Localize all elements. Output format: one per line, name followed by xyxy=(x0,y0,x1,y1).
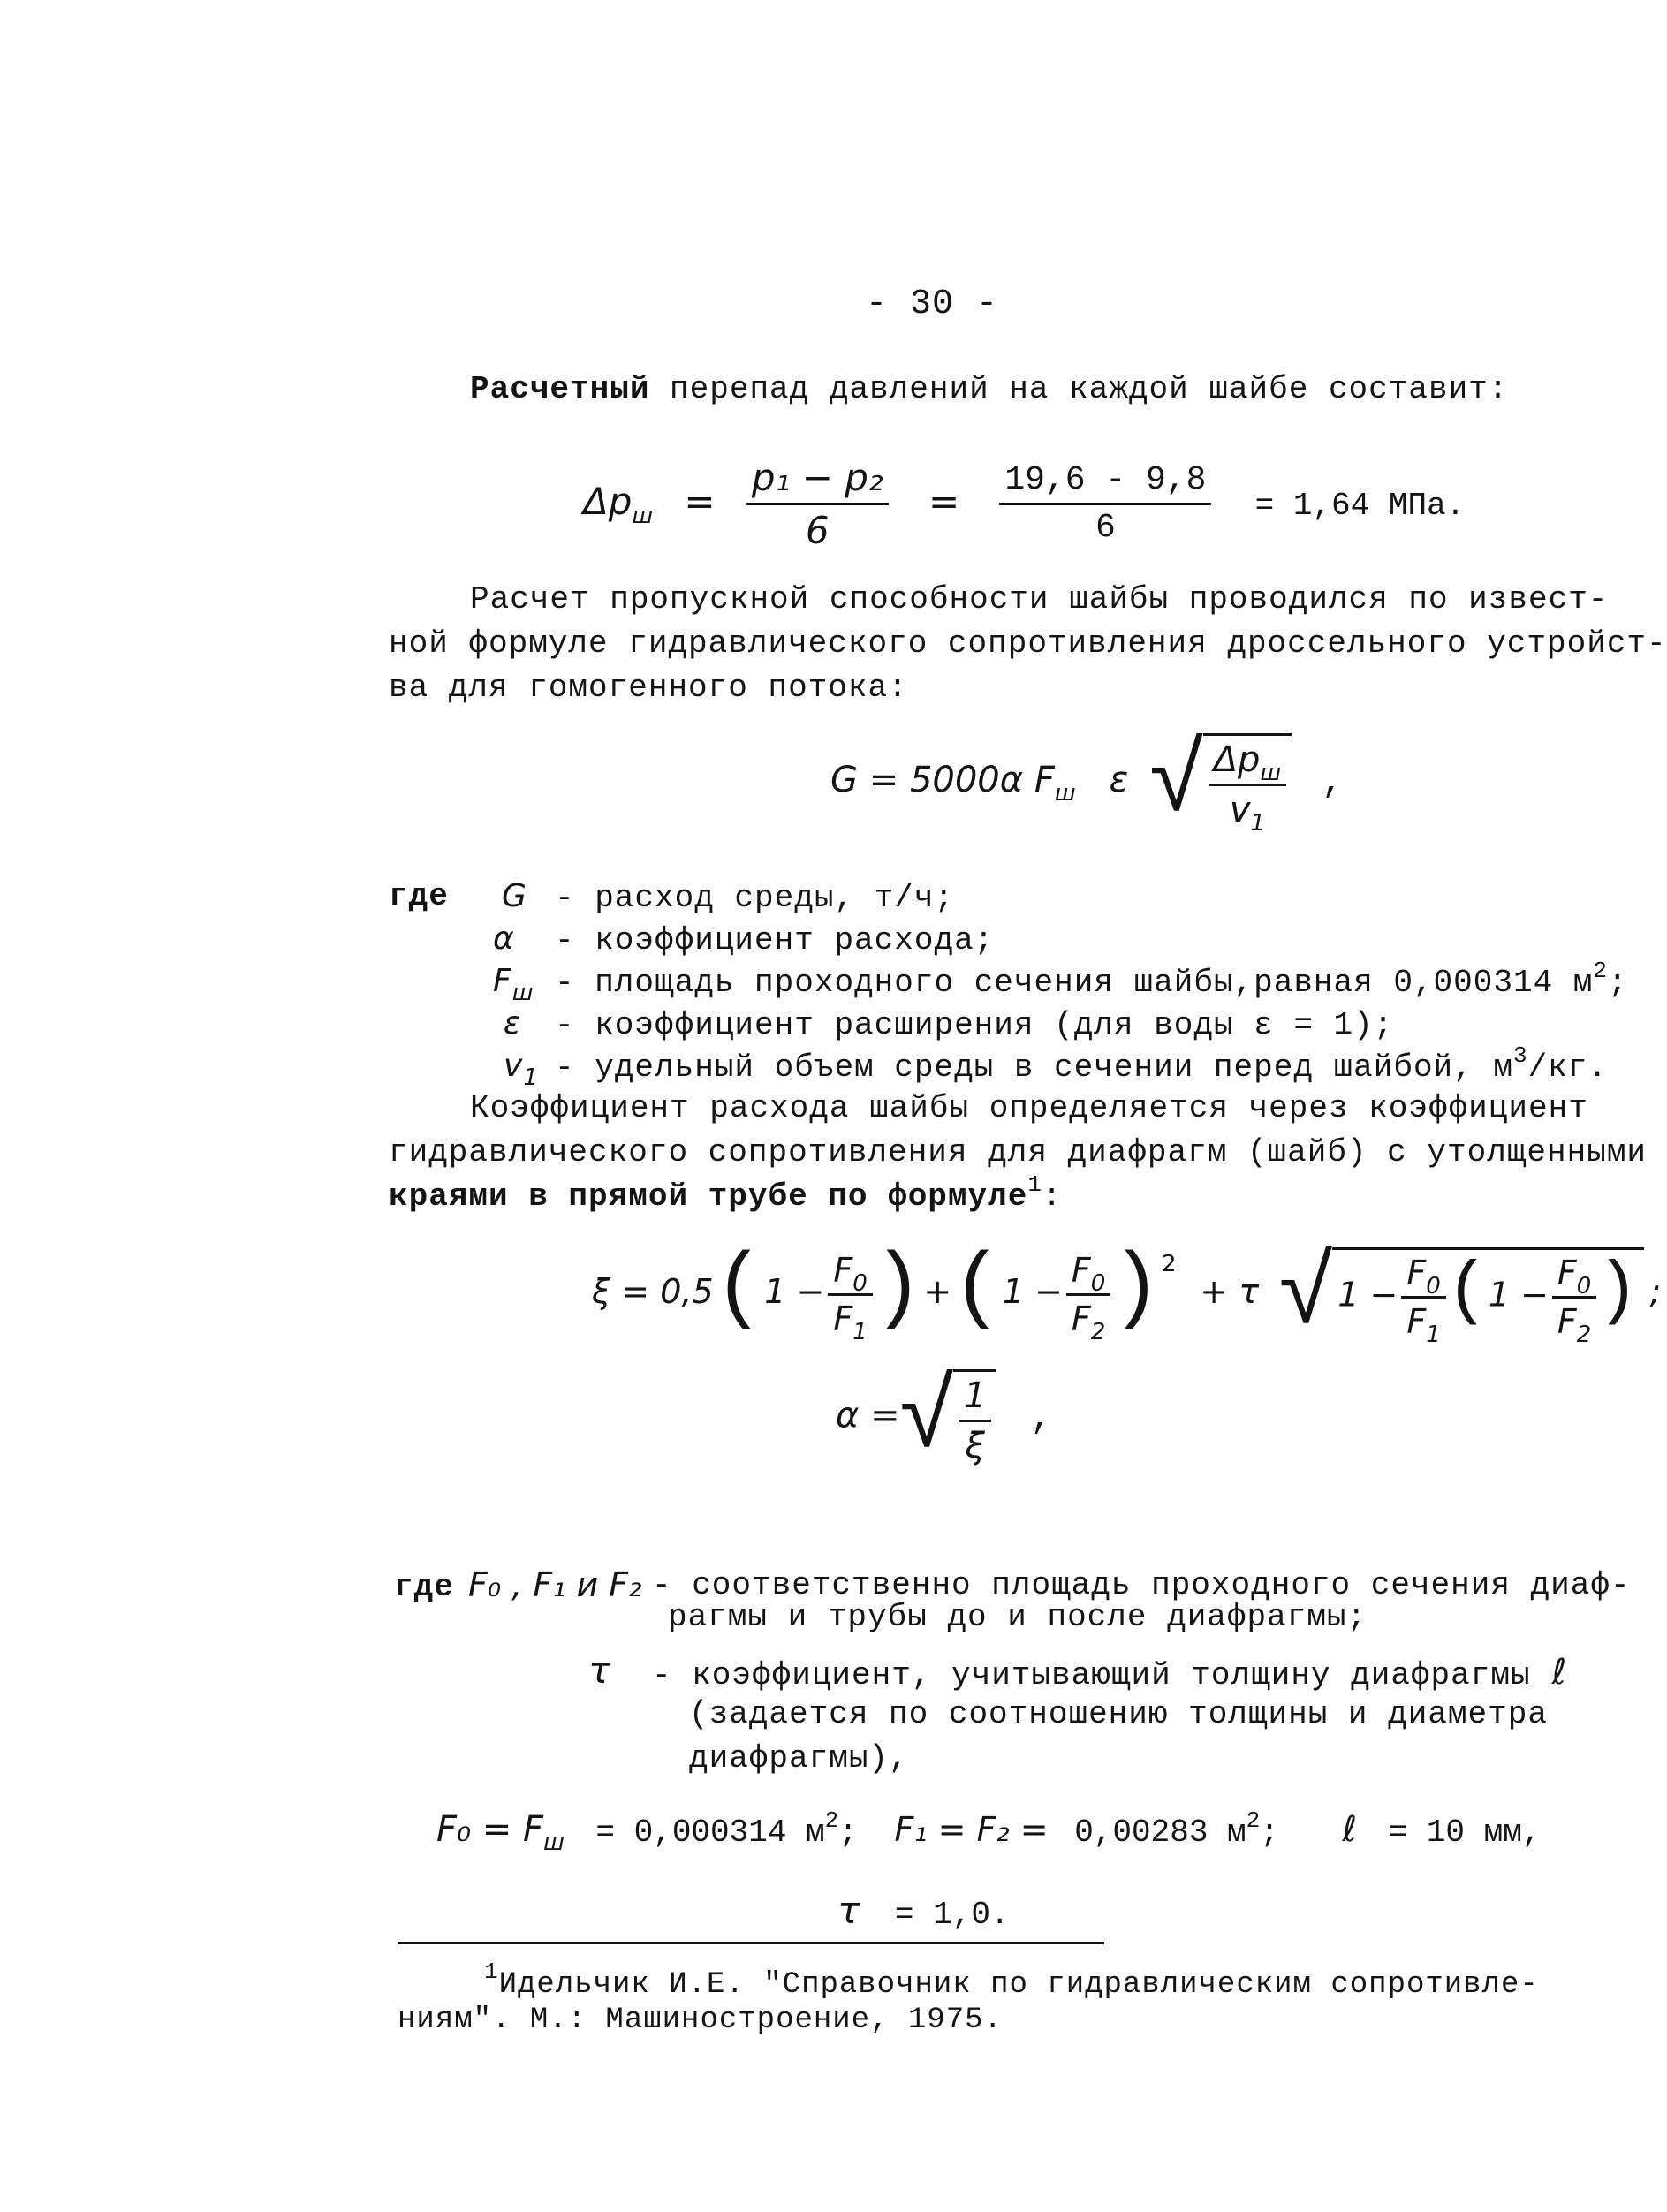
dp-result: = 1,64 МПа. xyxy=(1254,487,1466,524)
formula-alpha: α =√ $\frac{1}{\xi}$ , xyxy=(836,1356,1052,1469)
dp-values-fraction: $\frac{19,6 - 9,8}{6}$ xyxy=(999,461,1211,547)
where1-item-3: ε - коэффициент расширения (для воды ε = 1); xyxy=(504,1005,1394,1043)
sqrt-sign: √ xyxy=(1149,720,1203,833)
dp-lhs: $\Delta p_ш$ xyxy=(583,479,654,529)
para1-line2: ной формуле гидравлического сопротивления дроссельного устройст- xyxy=(389,625,1667,662)
footnote-mark: 1 xyxy=(1027,1171,1042,1198)
g-root: $\frac{\Delta p_ш}{v_1}$ xyxy=(1203,733,1292,830)
where1-item-1: α - коэффициент расхода; xyxy=(493,920,995,958)
where1-item-4: $v_1$ - удельный объем среды в сечении перед шайбой, $м^3/кг$. xyxy=(504,1042,1608,1091)
where2-symbols: F₀ , F₁ и F₂ xyxy=(468,1565,642,1604)
intro-line xyxy=(470,371,1508,407)
where2-desc1b: рагмы и трубы до и после диафрагмы; xyxy=(668,1599,1368,1635)
values-line: $F_0 = F_ш = 0,000314$ $м^2$; F₁ = F₂ = 0,00283 $м^2$; ℓ = 10 мм, xyxy=(436,1807,1542,1856)
para1-line3: ва для гомогенного потока: xyxy=(389,670,908,706)
where1-item-2: $F_ш$ - площадь проходного сечения шайбы,равная 0,000314 $м^2$; xyxy=(493,958,1628,1006)
formula-g: G = 5000α $F_ш$ ε √ $\frac{\Delta p_ш}{v_1}$ , xyxy=(830,720,1344,837)
footnote-line1: $^1$Идельчик И.Е. "Справочник по гидравлическим сопротивле- xyxy=(484,1958,1539,2002)
g-lhs: G = 5000α $F_ш$ xyxy=(830,759,1076,807)
where2-desc2b: (задается по соотношению толщины и диаметра xyxy=(689,1696,1548,1732)
where2-tau: τ xyxy=(588,1648,611,1692)
dp-fraction: $\frac{\text{p₁ − p₂}}{6}$ xyxy=(746,456,889,552)
para1-line1: Расчет пропускной способности шайбы проводился по извест- xyxy=(470,581,1609,617)
page-number: - 30 - xyxy=(866,284,999,324)
para2-line2: гидравлического сопротивления для диафрагм (шайб) с утолщенными xyxy=(389,1134,1648,1170)
where2-desc2c: диафрагмы), xyxy=(689,1740,909,1776)
intro-rest: перепад давлений на каждой шайбе составит: xyxy=(649,371,1509,407)
where2-desc2a: - коэффициент, учитывающий толщину диафрагмы ℓ xyxy=(652,1652,1568,1693)
formula-delta-p: $\Delta p_ш$ = $\frac{\text{p₁ − p₂}}{6}$ = $\frac{19,6 - 9,8}{6}$ = 1,64 МПа. xyxy=(583,456,1466,552)
where1-label: где xyxy=(389,878,449,914)
where2-desc1a: - соответственно площадь проходного сечения диаф- xyxy=(652,1567,1631,1603)
intro-bold: Расчетный xyxy=(470,371,650,407)
para2-line1: Коэффициент расхода шайбы определяется через коэффициент xyxy=(470,1090,1588,1126)
para2-line3: краями в прямой трубе по формуле$^1$: xyxy=(389,1171,1063,1215)
where2-label: где xyxy=(394,1569,454,1605)
formula-xi: ξ = 0,5(1 − $\frac{F_0}{F_1}$ )+(1 − $\frac{F_0}{F_2}$ )$^2$ + τ √ 1 − $\frac{F_0}{F_1}$ (1 − $\frac{F_0}{F_2}$ ) ; xyxy=(592,1232,1662,1348)
tau-line: τ = 1,0. xyxy=(837,1889,1010,1933)
footnote-line2: ниям". М.: Машиностроение, 1975. xyxy=(398,2004,1003,2037)
where1-item-0: G - расход среды, т/ч; xyxy=(502,878,955,916)
footnote-rule xyxy=(398,1942,1104,1944)
